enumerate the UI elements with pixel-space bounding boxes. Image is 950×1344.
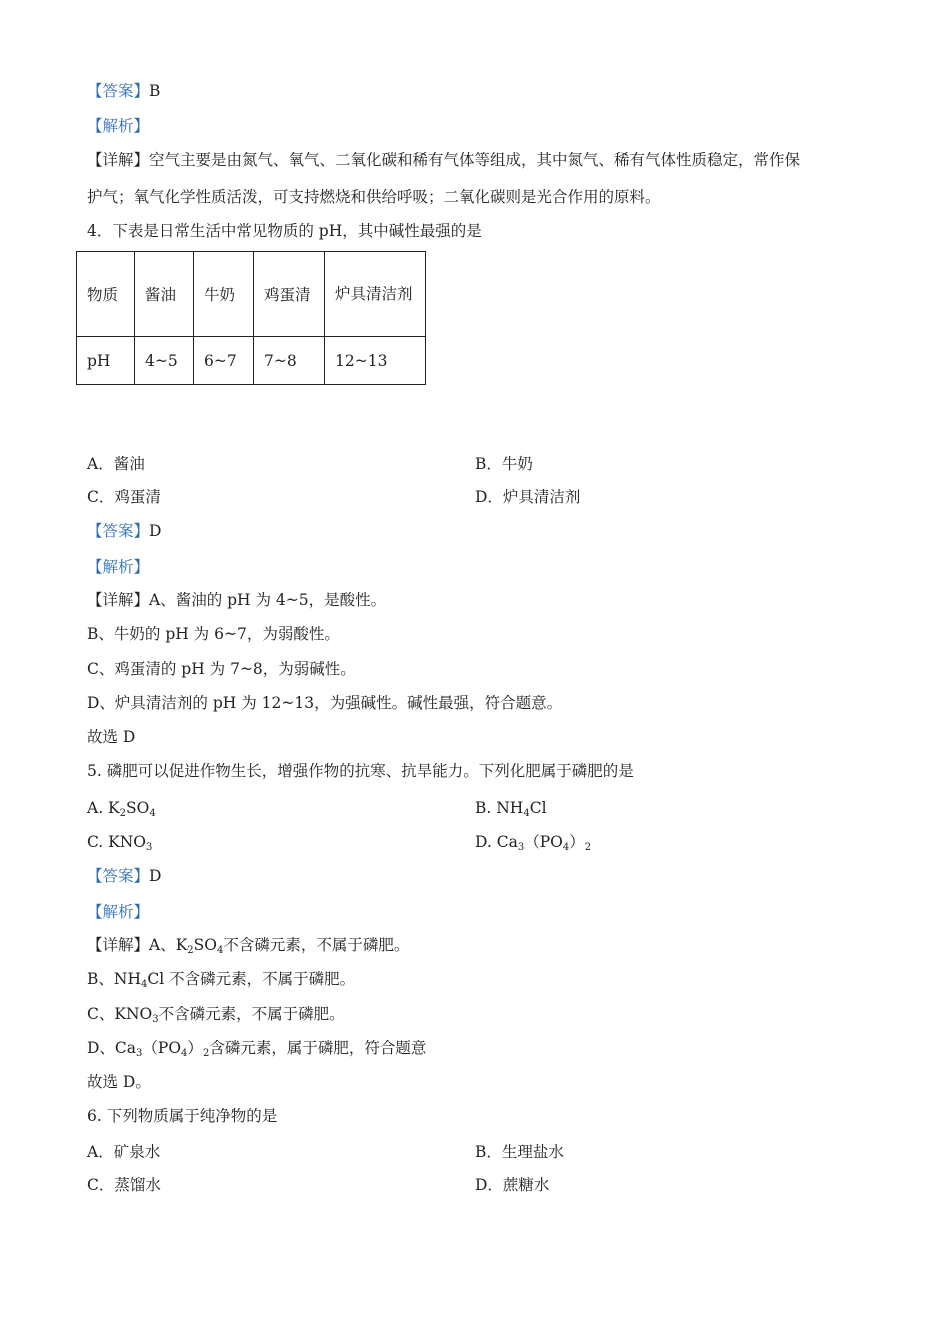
- table-cell: 6~7: [194, 337, 254, 385]
- subscript: 2: [584, 842, 592, 853]
- answer-value: D: [149, 867, 162, 885]
- formula-text: B、NH: [87, 970, 141, 988]
- detail-line: [87, 589, 386, 611]
- formula-text: C、KNO: [87, 1005, 153, 1023]
- table-cell: 牛奶: [194, 252, 254, 337]
- detail-text: Cl 不含磷元素，不属于磷肥。: [147, 970, 356, 988]
- analysis-tag: 【解析】: [87, 558, 150, 576]
- table-cell: 4~5: [135, 337, 194, 385]
- formula-text: D、Ca: [87, 1039, 137, 1057]
- subscript: 4: [181, 1048, 188, 1059]
- conclusion-text: 故选 D: [87, 728, 136, 746]
- answer-tag: 【答案】: [87, 82, 150, 100]
- table-cell: 酱油: [135, 252, 194, 337]
- option-d: D．炉具清洁剂: [475, 488, 581, 506]
- option-a: A．酱油: [87, 455, 145, 473]
- detail-text-continued: 护气；氧气化学性质活泼，可支持燃烧和供给呼吸；二氧化碳则是光合作用的原料。: [87, 188, 661, 206]
- detail-line: [87, 1003, 345, 1031]
- formula-text: （PO: [142, 1039, 182, 1057]
- detail-line: [87, 149, 800, 171]
- formula-text: SO: [126, 799, 150, 817]
- answer-value: B: [149, 82, 161, 100]
- analysis-tag: 【解析】: [87, 117, 150, 135]
- option-b: B．生理盐水: [475, 1143, 564, 1161]
- detail-line: [87, 1037, 426, 1065]
- ph-table: [76, 251, 426, 385]
- detail-text: C、鸡蛋清的 pH 为 7~8，为弱碱性。: [87, 660, 356, 678]
- formula-text: ）: [569, 833, 585, 851]
- detail-tag: 【详解】: [87, 591, 150, 609]
- detail-tag: 【详解】: [87, 936, 150, 954]
- subscript: 3: [152, 1014, 159, 1025]
- detail-line: [87, 934, 409, 962]
- subscript: 4: [140, 979, 148, 990]
- table-row: [77, 337, 426, 385]
- formula-text: （PO: [524, 833, 563, 851]
- subscript: 3: [146, 842, 153, 853]
- detail-text: 不含磷元素，不属于磷肥。: [223, 936, 410, 954]
- table-cell: 12~13: [325, 337, 426, 385]
- question-5-stem: 5. 磷肥可以促进作物生长，增强作物的抗寒、抗旱能力。下列化肥属于磷肥的是: [87, 762, 634, 780]
- detail-text: 不含磷元素，不属于磷肥。: [158, 1005, 345, 1023]
- subscript: 2: [187, 945, 194, 956]
- answer-tag: 【答案】: [87, 522, 150, 540]
- formula-text: Cl: [529, 799, 547, 817]
- answer-tag: 【答案】: [87, 867, 150, 885]
- detail-text: 含磷元素，属于磷肥，符合题意: [209, 1039, 427, 1057]
- option-d: [475, 831, 591, 859]
- subscript: 4: [149, 808, 156, 819]
- option-d: D．蔗糖水: [475, 1176, 550, 1194]
- subscript: 4: [523, 808, 530, 819]
- table-cell: 炉具清洁剂: [325, 252, 426, 337]
- option-b: B．牛奶: [475, 455, 533, 473]
- subscript: 3: [517, 842, 525, 853]
- table-cell: 鸡蛋清: [254, 252, 325, 337]
- option-a: [87, 797, 156, 825]
- detail-text: A、酱油的 pH 为 4~5，是酸性。: [149, 591, 387, 609]
- option-b: [475, 797, 547, 825]
- answer-line: [87, 80, 160, 102]
- answer-line: [87, 520, 161, 542]
- table-row: [77, 252, 426, 337]
- subscript: 3: [136, 1048, 143, 1059]
- formula-text: A. K: [87, 799, 120, 817]
- answer-line: [87, 865, 161, 887]
- formula-text: D. Ca: [475, 833, 518, 851]
- formula-text: ）: [187, 1039, 203, 1057]
- subscript: 4: [562, 842, 570, 853]
- formula-text: A、K: [149, 936, 188, 954]
- subscript: 2: [119, 808, 127, 819]
- formula-text: C. KNO: [87, 833, 147, 851]
- option-a: A．矿泉水: [87, 1143, 161, 1161]
- question-6-stem: 6. 下列物质属于纯净物的是: [87, 1107, 278, 1125]
- detail-tag: 【详解】: [87, 151, 150, 169]
- subscript: 4: [217, 945, 224, 956]
- analysis-tag: 【解析】: [87, 903, 150, 921]
- detail-text: 空气主要是由氮气、氧气、二氧化碳和稀有气体等组成，其中氮气、稀有气体性质稳定，常作保: [149, 151, 801, 169]
- formula-text: SO: [193, 936, 217, 954]
- option-c: C．鸡蛋清: [87, 488, 161, 506]
- detail-line: [87, 968, 355, 996]
- table-cell: 物质: [77, 252, 135, 337]
- conclusion-text: 故选 D。: [87, 1073, 151, 1091]
- option-c: [87, 831, 152, 859]
- option-c: C．蒸馏水: [87, 1176, 161, 1194]
- subscript: 2: [202, 1048, 210, 1059]
- table-cell: 7~8: [254, 337, 325, 385]
- detail-text: B、牛奶的 pH 为 6~7，为弱酸性。: [87, 625, 340, 643]
- detail-text: D、炉具清洁剂的 pH 为 12~13，为强碱性。碱性最强，符合题意。: [87, 694, 563, 712]
- answer-value: D: [149, 522, 162, 540]
- question-4-stem: 4．下表是日常生活中常见物质的 pH，其中碱性最强的是: [87, 222, 482, 240]
- table-cell: pH: [77, 337, 135, 385]
- formula-text: B. NH: [475, 799, 524, 817]
